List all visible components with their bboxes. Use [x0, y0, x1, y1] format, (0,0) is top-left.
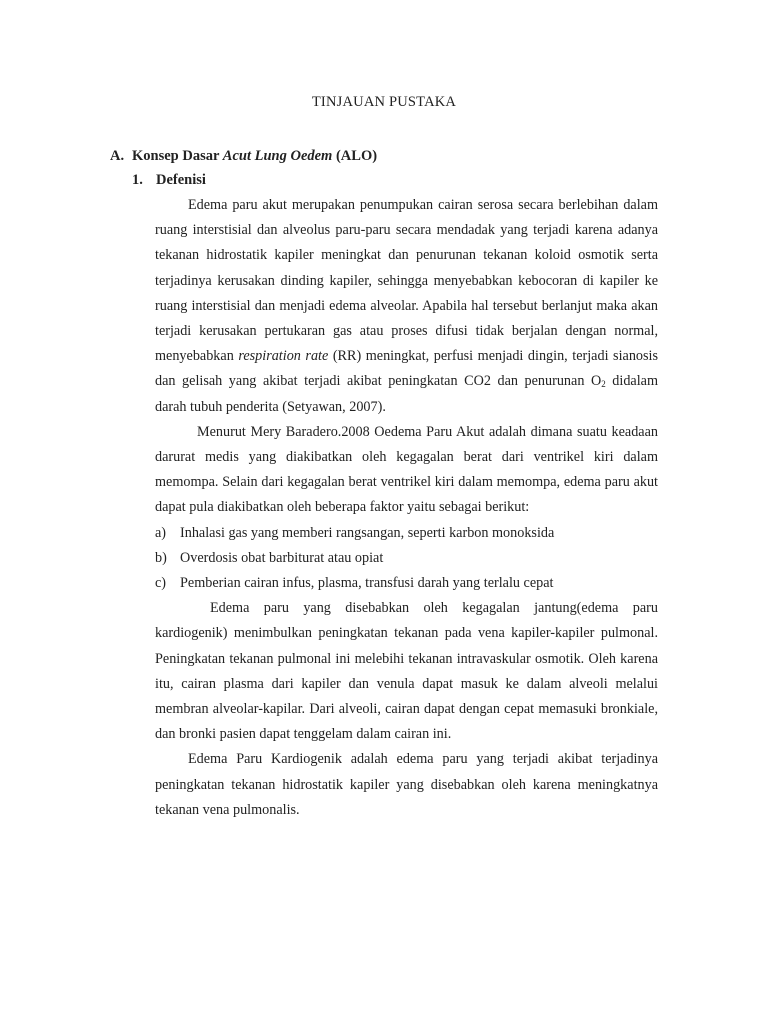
paragraph-baradero: Menurut Mery Baradero.2008 Oedema Paru Akut adalah dimana suatu keadaan darurat medis yang diakibatkan oleh kegagalan berat dari ventrikel kiri dalam memompa. Selain dari kegagalan berat ventrikel kiri dalam memompa, edema paru akut dapat pula diakibatkan oleh beberapa faktor yaitu sebagai berikut:	[155, 423, 658, 516]
list-item-marker: b)	[155, 549, 167, 566]
section-heading-prefix: Konsep Dasar	[132, 148, 223, 164]
list-item	[155, 521, 658, 546]
list-item-text: Pemberian cairan infus, plasma, transfusi darah yang terlalu cepat	[180, 575, 554, 592]
list-item-text: Inhalasi gas yang memberi rangsangan, seperti karbon monoksida	[180, 524, 555, 541]
subsection-number: 1.	[132, 172, 143, 188]
section-heading-suffix: (ALO)	[332, 148, 378, 164]
subsection-label: Defenisi	[156, 172, 206, 188]
page-title: TINJAUAN PUSTAKA	[311, 94, 457, 110]
paragraph-definition-part2: (RR) meningkat, perfusi menjadi dingin, terjadi sianosis dan gelisah yang akibat terjadi akibat peningkatan CO2 dan penurunan O	[155, 348, 658, 390]
paragraph-definition	[155, 193, 658, 420]
list-item-marker: a)	[155, 524, 167, 541]
paragraph-definition-part1: Edema paru akut merupakan penumpukan cairan serosa secara berlebihan dalam ruang interstisial dan alveolus paru-paru secara mendadak yang terjadi karena adanya tekanan hidrostatik kapiler meningkat dan penurunan tekanan koloid osmotik serta terjadinya kerusakan dinding kapiler, sehingga menyebabkan kebocoran di kapiler ke ruang interstisial dan menjadi edema alveolar. Apabila hal tersebut berlanjut maka akan terjadi kerusakan pertukaran gas atau proses difusi tidak berjalan dengan normal, menyebabkan	[155, 197, 658, 365]
list-item-marker: c)	[155, 575, 167, 592]
paragraph-definition-italic: respiration rate	[238, 348, 329, 365]
oxygen-subscript: 2	[601, 379, 606, 390]
section-letter: A.	[110, 148, 125, 164]
list-item-text: Overdosis obat barbiturat atau opiat	[180, 549, 384, 566]
paragraph-cardiogenic: Edema paru yang disebabkan oleh kegagalan jantung(edema paru kardiogenik) menimbulkan peningkatan tekanan pada vena kapiler-kapiler pulmonal. Peningkatan tekanan pulmonal ini melebihi tekanan intravaskular osmotik. Oleh karena itu, cairan plasma dari kapiler dan venula dapat masuk ke dalam alveoli melalui membran alveolar-kapilar. Dari alveoli, cairan dapat dengan cepat memasuki bronkiale, dan bronki pasien dapat tenggelam dalam cairan ini.	[155, 600, 658, 743]
cause-list	[155, 521, 658, 597]
section-heading-italic: Acut Lung Oedem	[222, 148, 333, 164]
list-item	[155, 546, 658, 571]
subsection-heading-1	[132, 172, 206, 189]
paragraph-cardiogenic-definition: Edema Paru Kardiogenik adalah edema paru yang terjadi akibat terjadinya peningkatan tekanan hidrostatik kapiler yang disebabkan oleh karena meningkatnya tekanan vena pulmonalis.	[155, 751, 658, 818]
list-item	[155, 571, 658, 596]
document-body	[155, 193, 658, 823]
section-heading-a	[110, 148, 377, 165]
paragraph-definition-part3: didalam darah tubuh penderita (Setyawan, 2007).	[155, 373, 659, 415]
